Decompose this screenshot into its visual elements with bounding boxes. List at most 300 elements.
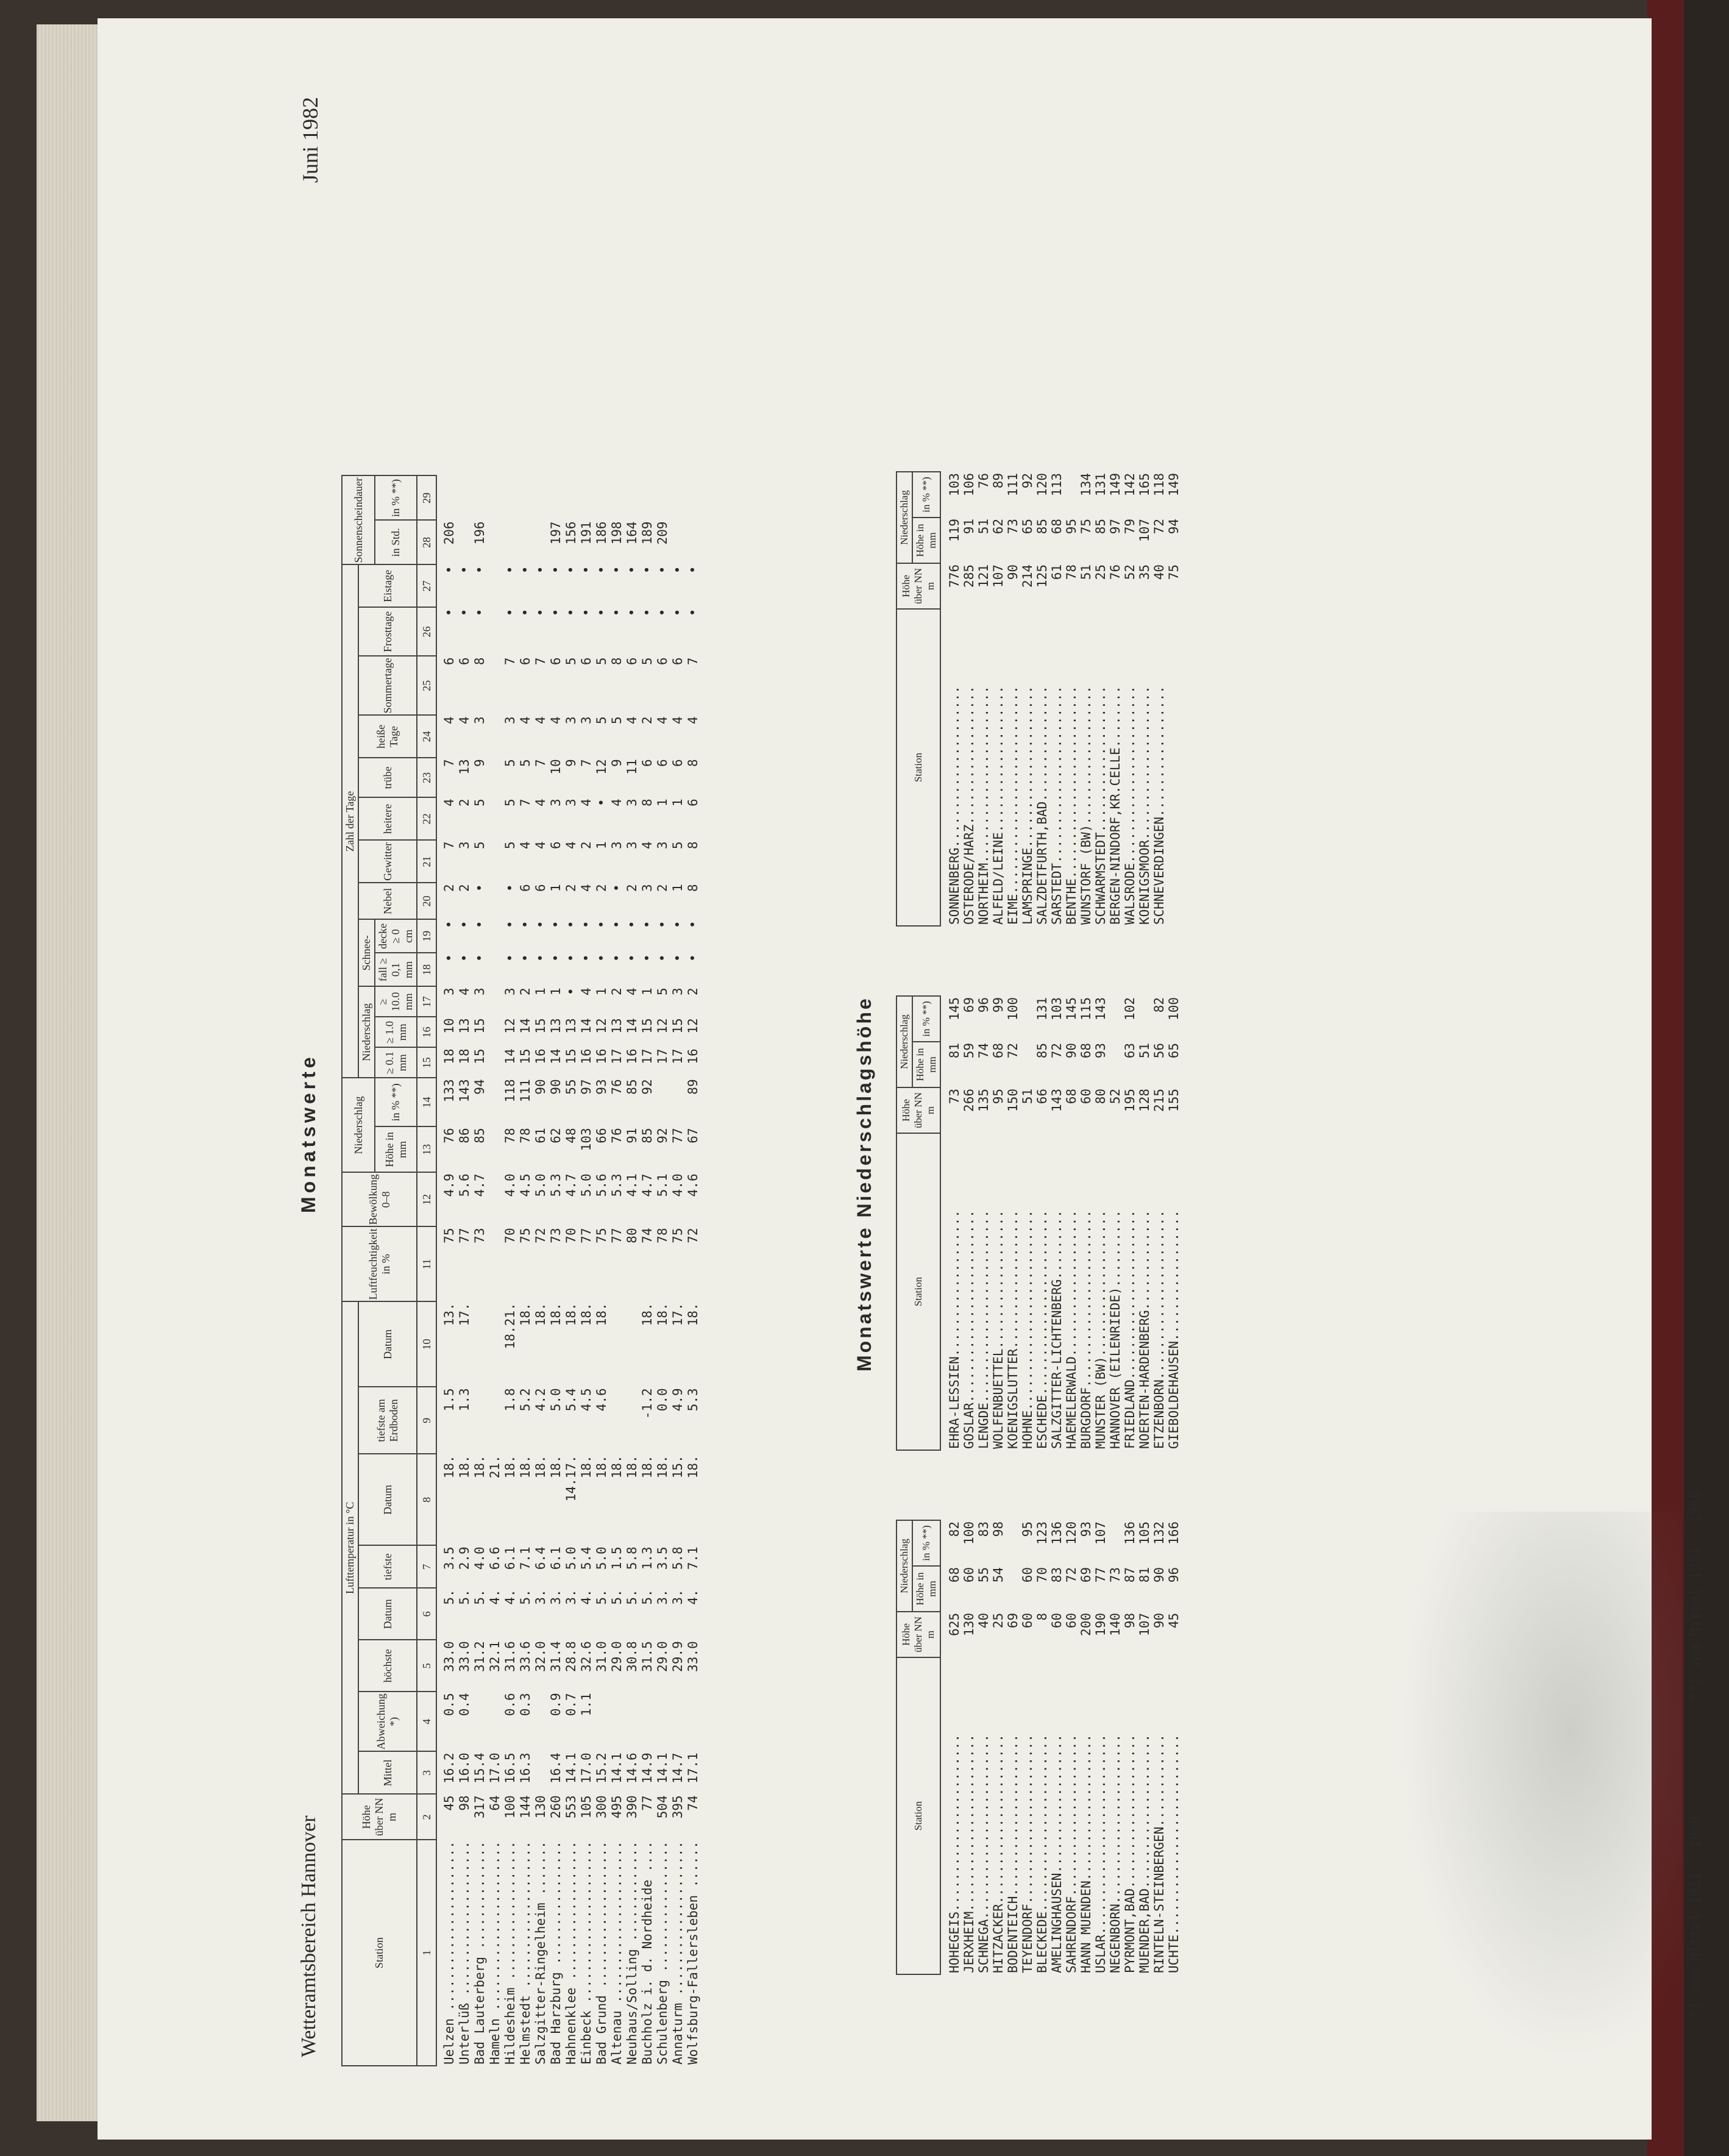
table-cell: 6 (670, 759, 685, 767)
table-cell: 0.5 (442, 1693, 456, 1717)
station-name: BURGDORF....................... (1079, 1210, 1093, 1449)
table-cell: 6 (518, 884, 533, 892)
table-cell: 17. (457, 1303, 472, 1326)
table-row (1137, 996, 1152, 1450)
table-cell (488, 520, 503, 564)
table-cell (670, 1692, 686, 1751)
table-row (976, 996, 991, 1450)
table-cell (488, 986, 503, 1017)
table-cell (488, 840, 503, 883)
table-cell (625, 1387, 640, 1454)
table-cell: 14 (549, 1048, 563, 1064)
table-row (503, 475, 518, 2066)
table-row (1152, 996, 1166, 1450)
table-cell: 156 (564, 521, 578, 545)
table-cell: 18. (594, 1455, 609, 1479)
table-cell: 92 (1020, 473, 1035, 489)
table-cell: 4.0 (503, 1173, 517, 1197)
table-cell: 17.1 (686, 1752, 700, 1784)
table-cell (1108, 1520, 1123, 1566)
table-cell: 8 (640, 799, 655, 807)
table-cell: 60 (1020, 1567, 1035, 1583)
table-cell: 5.2 (518, 1388, 533, 1412)
table-cell: 4 (442, 716, 456, 725)
table-cell: 8 (1035, 1613, 1049, 1621)
table-cell: 48 (564, 1128, 578, 1144)
table-cell: 14.7 (670, 1752, 685, 1784)
table-cell: 1.3 (640, 1546, 655, 1570)
table-row (1166, 1520, 1181, 1974)
table-cell: 6 (442, 657, 456, 666)
table-cell: 5. (442, 1589, 456, 1605)
table-cell: 2 (625, 884, 639, 892)
table-cell: 73 (1108, 1567, 1123, 1583)
column-number: 3 (417, 1751, 436, 1794)
table-cell: 99 (991, 997, 1006, 1013)
table-cell: 102 (1123, 997, 1137, 1020)
table-row (1020, 472, 1035, 926)
table-row (1093, 1520, 1108, 1974)
col-group-zahl-der-tage: Zahl der Tage (342, 564, 358, 1078)
station-name: SALZGITTER-LICHTENBERG......... (1049, 1210, 1064, 1449)
table-cell: 2 (457, 884, 472, 892)
table-cell: 92 (640, 1079, 655, 1095)
table-cell: • (472, 884, 487, 892)
table-cell: 1 (533, 987, 548, 996)
table-cell: 74 (686, 1795, 700, 1811)
station-name: BENTHE......................... (1064, 686, 1079, 925)
table-cell: 266 (962, 1089, 976, 1112)
table-row (549, 475, 564, 2066)
table-cell (594, 475, 609, 520)
table-cell: 16.2 (442, 1752, 456, 1784)
table-cell: 5. (625, 1589, 639, 1605)
table-cell (564, 475, 579, 520)
table-cell: • (594, 608, 609, 617)
table-row (655, 475, 670, 2066)
station-name: TEYENDORF...................... (1020, 1734, 1035, 1973)
table-cell: 1 (670, 799, 685, 807)
table-cell: 260 (549, 1795, 563, 1819)
col-header-ns-100: ≥ 10.0 mm (375, 986, 417, 1017)
table-cell: 32.1 (488, 1641, 502, 1672)
col-header-sonne-prozent: in % **) (375, 475, 417, 520)
column-number: 26 (417, 607, 436, 656)
station-name: MUNSTER (BW)................... (1093, 1210, 1108, 1449)
table-cell: • (549, 608, 563, 617)
table-cell: 5.8 (625, 1546, 639, 1570)
table-cell: 14.1 (655, 1752, 670, 1784)
table-cell: 7.1 (686, 1546, 700, 1570)
table-cell: 131 (1035, 997, 1049, 1020)
station-name: Hahnenklee .................. (564, 1841, 578, 2065)
table-cell: 68 (1064, 1089, 1079, 1105)
precip-table-3-body (940, 472, 1181, 926)
table-cell: 77 (579, 1228, 594, 1243)
table-row (940, 996, 962, 1450)
column-number: 7 (417, 1545, 436, 1588)
table-cell: 68 (991, 1043, 1006, 1059)
table-cell: 165 (1137, 473, 1152, 496)
table-cell (488, 656, 503, 715)
table-cell: 100 (503, 1795, 517, 1819)
table-cell: 2 (655, 884, 670, 892)
table-row (594, 475, 609, 2066)
table-cell: 144 (518, 1795, 533, 1819)
table-cell: 4 (655, 716, 670, 725)
col-header-ns-prozent: in % **) (375, 1078, 417, 1126)
sub-header-hoehe-mm: Höhe in mm (912, 1566, 940, 1612)
table-cell: 7 (442, 841, 456, 850)
table-cell: 18. (609, 1455, 624, 1479)
table-cell: • (609, 566, 624, 574)
precip-table-2 (896, 995, 1181, 1451)
table-cell: 15 (564, 1048, 578, 1064)
table-cell: 3 (625, 799, 639, 807)
table-cell: 1 (594, 841, 609, 850)
station-name: RINTELN-STEINBERGEN............ (1152, 1734, 1166, 1973)
table-cell: 8 (472, 657, 487, 666)
table-cell: 16.0 (457, 1752, 472, 1784)
table-row (1049, 996, 1064, 1450)
table-cell: 105 (1137, 1521, 1152, 1545)
table-cell: 25 (991, 1613, 1006, 1629)
table-cell: 5.8 (670, 1546, 685, 1570)
table-row (1020, 1520, 1035, 1974)
table-cell: 35 (1137, 564, 1152, 580)
table-cell (472, 1301, 488, 1387)
table-cell: 18 (457, 1048, 472, 1064)
table-cell: • (625, 608, 639, 617)
col-group-schnee: Schnee- (358, 919, 375, 986)
table-cell: 90 (1152, 1613, 1166, 1629)
sub-header-niederschlag: Niederschlag (896, 472, 912, 563)
table-cell: 4 (518, 841, 533, 850)
station-name: Hameln ...................... (488, 1841, 502, 2065)
table-cell: 190 (1093, 1613, 1108, 1636)
table-cell: 107 (1137, 1613, 1152, 1636)
table-cell (579, 475, 594, 520)
table-cell: 73 (472, 1228, 487, 1243)
table-row (488, 475, 503, 2066)
table-row (991, 996, 1006, 1450)
table-cell: 189 (640, 521, 655, 545)
table-cell: 52 (1108, 1089, 1123, 1105)
table-cell: 4 (457, 716, 472, 725)
table-cell: 4 (609, 799, 624, 807)
table-cell: 5. (609, 1589, 624, 1605)
table-cell: 198 (609, 521, 624, 545)
table-cell: 68 (947, 1567, 962, 1583)
table-cell (488, 1078, 503, 1126)
table-cell: • (442, 608, 456, 617)
station-name: SAHRENDORF..................... (1064, 1734, 1079, 1973)
table-cell: 2 (640, 716, 655, 725)
table-cell: 93 (1093, 1043, 1108, 1059)
col-header-tiefste-erdboden: tiefste am Erdboden (358, 1387, 417, 1454)
table-cell: 4 (640, 841, 655, 850)
column-number: 14 (417, 1078, 436, 1126)
table-cell: 5.3 (549, 1173, 563, 1197)
station-name: WUNSTORF (BW).................. (1079, 686, 1093, 925)
table-cell: 143 (1049, 1089, 1064, 1112)
table-row (1064, 472, 1079, 926)
table-cell: 18. (579, 1455, 594, 1479)
station-name: ALFELD/LEINE................... (991, 686, 1006, 925)
table-cell: • (670, 954, 685, 962)
rotated-sheet (268, 32, 1729, 2066)
table-cell: 9 (472, 759, 487, 767)
table-cell: 13 (457, 1018, 472, 1034)
table-cell (488, 883, 503, 919)
column-number: 11 (417, 1226, 436, 1301)
table-cell: • (609, 608, 624, 617)
table-cell: 6.1 (549, 1546, 563, 1570)
table-cell: 107 (1137, 519, 1152, 542)
table-cell: 85 (1035, 519, 1049, 535)
station-name: ESCHEDE........................ (1035, 1210, 1049, 1449)
table-cell: 553 (564, 1795, 578, 1819)
table-cell: 95 (991, 1089, 1006, 1105)
col-header-sommertage: Sommertage (358, 656, 417, 715)
table-cell: 59 (962, 1043, 976, 1059)
sub-header-hoehe-mm: Höhe in mm (912, 518, 940, 563)
col-group-lufttemperatur: Lufttemperatur in °C (342, 1301, 358, 1794)
table-cell: 78 (503, 1128, 517, 1144)
table-cell (1006, 1566, 1020, 1612)
table-cell: 3 (503, 987, 517, 996)
table-cell (488, 1387, 503, 1454)
table-cell (609, 1387, 625, 1454)
station-name: Unterlüß .................... (457, 1841, 472, 2065)
table-cell: 103 (947, 473, 962, 496)
table-cell: 70 (503, 1228, 517, 1243)
table-cell: 136 (1049, 1521, 1064, 1545)
table-cell: • (640, 566, 655, 574)
table-cell (640, 1692, 655, 1751)
table-cell: 40 (1152, 564, 1166, 580)
table-cell: 4.7 (472, 1173, 487, 1197)
table-cell: 75 (518, 1228, 533, 1243)
table-cell: 73 (549, 1228, 563, 1243)
table-cell: • (457, 920, 472, 929)
table-cell (533, 520, 549, 564)
table-cell: 145 (947, 997, 962, 1020)
table-cell: 72 (686, 1228, 700, 1243)
table-cell (488, 1301, 503, 1387)
table-cell: 75 (1166, 564, 1181, 580)
table-cell: 130 (533, 1795, 548, 1819)
table-cell: 6 (533, 884, 548, 892)
table-cell: 2 (594, 884, 609, 892)
table-cell: 7 (518, 799, 533, 807)
sub-header-niederschlag: Niederschlag (896, 1520, 912, 1612)
table-row (533, 475, 549, 2066)
table-cell: 32.6 (579, 1641, 594, 1672)
table-cell (549, 475, 564, 520)
table-cell: 134 (1079, 473, 1093, 496)
station-name: UCHTE.......................... (1166, 1734, 1181, 1973)
table-row (1006, 472, 1020, 926)
table-cell: 2.9 (457, 1546, 472, 1570)
column-number: 21 (417, 840, 436, 883)
table-row (940, 472, 962, 926)
table-cell: • (579, 608, 594, 617)
table-cell: 2 (686, 987, 700, 996)
sub-header-niederschlag: Niederschlag (896, 996, 912, 1087)
table-row (579, 475, 594, 2066)
table-cell: • (457, 566, 472, 574)
table-cell: 18 (442, 1048, 456, 1064)
table-cell: 495 (609, 1795, 624, 1819)
table-cell: • (609, 920, 624, 929)
table-cell (488, 1226, 503, 1301)
col-header-sonne-std: in Std. (375, 520, 417, 564)
station-name: NORTHEIM....................... (976, 686, 991, 925)
table-row (976, 472, 991, 926)
table-cell: 1.1 (579, 1693, 594, 1717)
col-header-frosttage: Frosttage (358, 607, 417, 656)
table-cell: 75 (670, 1228, 685, 1243)
table-cell: 3 (442, 987, 456, 996)
column-number: 10 (417, 1301, 436, 1387)
table-cell: 18. (533, 1455, 548, 1479)
table-cell: 4 (686, 716, 700, 725)
table-row (991, 472, 1006, 926)
station-name: LENGDE......................... (976, 1210, 991, 1449)
table-cell: 93 (1079, 1521, 1093, 1537)
table-cell: 85 (1035, 1043, 1049, 1059)
table-cell: 92 (655, 1128, 670, 1144)
table-cell: • (533, 566, 548, 574)
table-cell (457, 475, 472, 520)
table-cell: 91 (962, 519, 976, 535)
table-cell: 82 (947, 1521, 962, 1537)
table-cell: • (670, 566, 685, 574)
table-cell: 85 (640, 1128, 655, 1144)
table-cell (488, 758, 503, 797)
station-name: SARSTEDT....................... (1049, 686, 1064, 925)
table-cell (436, 475, 457, 520)
table-cell: 3.5 (655, 1546, 670, 1570)
table-cell: 18. (549, 1455, 563, 1479)
table-cell: 3 (549, 799, 563, 807)
table-cell: • (564, 608, 578, 617)
table-cell: 14.1 (609, 1752, 624, 1784)
station-name: BERGEN-NINDORF,KR.CELLE........ (1108, 686, 1123, 925)
table-cell: 5 (594, 657, 609, 666)
table-cell: 55 (976, 1567, 991, 1583)
table-cell: 17.0 (579, 1752, 594, 1784)
table-cell: 12 (655, 1018, 670, 1034)
table-row (1093, 996, 1108, 1450)
table-row (991, 1520, 1006, 1974)
table-cell: 7 (442, 759, 456, 767)
table-cell: 395 (670, 1795, 685, 1819)
station-name: Uelzen ...................... (442, 1841, 456, 2065)
main-table-body (436, 475, 701, 2066)
table-cell: 135 (976, 1089, 991, 1112)
table-cell: 29.0 (609, 1641, 624, 1672)
table-cell (594, 1692, 609, 1751)
table-row (1064, 1520, 1079, 1974)
table-cell: 3. (564, 1589, 578, 1605)
table-cell: 776 (947, 564, 962, 588)
table-cell: 15 (472, 1048, 487, 1064)
table-cell (625, 1692, 640, 1751)
table-cell (488, 475, 503, 520)
table-row (1123, 996, 1137, 1450)
table-row (686, 475, 701, 2066)
table-cell: 25 (1093, 564, 1108, 580)
table-cell: • (533, 920, 548, 929)
table-cell: 17.0 (488, 1752, 502, 1784)
table-cell: 6.6 (488, 1546, 502, 1570)
table-cell: • (533, 954, 548, 962)
table-cell: 5 (503, 841, 517, 850)
table-cell: • (625, 954, 639, 962)
table-cell: • (564, 954, 578, 962)
table-cell: 76 (609, 1128, 624, 1144)
table-cell: 143 (1093, 997, 1108, 1020)
table-cell: 76 (976, 473, 991, 489)
table-cell: • (518, 954, 533, 962)
table-cell: 120 (1064, 1521, 1079, 1545)
table-cell: 4 (625, 716, 639, 725)
table-cell: 60 (962, 1567, 976, 1583)
table-cell: 89 (686, 1079, 700, 1095)
table-cell: 5 (518, 759, 533, 767)
table-cell: 7 (503, 657, 517, 666)
table-cell: 118 (1152, 473, 1166, 496)
table-cell: • (503, 566, 517, 574)
table-cell: 4.6 (594, 1388, 609, 1412)
table-row (1093, 472, 1108, 926)
table-cell: 5 (472, 799, 487, 807)
column-number: 16 (417, 1017, 436, 1047)
table-cell: • (549, 920, 563, 929)
table-cell: 7 (686, 657, 700, 666)
table-cell: 68 (1079, 1043, 1093, 1059)
table-cell: 16 (533, 1048, 548, 1064)
table-cell (670, 1078, 686, 1126)
col-header-datum-hoechste: Datum (358, 1588, 417, 1640)
table-row (962, 1520, 976, 1974)
table-cell (518, 520, 533, 564)
table-cell (1020, 996, 1035, 1042)
table-cell: 5.0 (549, 1388, 563, 1412)
table-cell (1020, 1042, 1035, 1087)
table-cell: 6 (670, 657, 685, 666)
table-cell: 3 (564, 799, 578, 807)
table-cell: 5.1 (655, 1173, 670, 1197)
table-cell: 75 (442, 1228, 456, 1243)
station-name: EIME........................... (1006, 686, 1020, 925)
column-number: 13 (417, 1126, 436, 1172)
table-cell: 4 (518, 716, 533, 725)
table-row (1123, 1520, 1137, 1974)
col-header-datum-erdboden: Datum (358, 1301, 417, 1387)
table-cell: 5 (594, 716, 609, 725)
table-cell: 1 (549, 884, 563, 892)
table-row (1035, 1520, 1049, 1974)
col-header-luftfeuchte: Luftfeuchtigkeit in % (342, 1226, 417, 1301)
table-cell: 6 (518, 657, 533, 666)
table-cell: • (442, 954, 456, 962)
table-row (472, 475, 488, 2066)
table-cell (518, 475, 533, 520)
table-cell: 5 (655, 987, 670, 996)
